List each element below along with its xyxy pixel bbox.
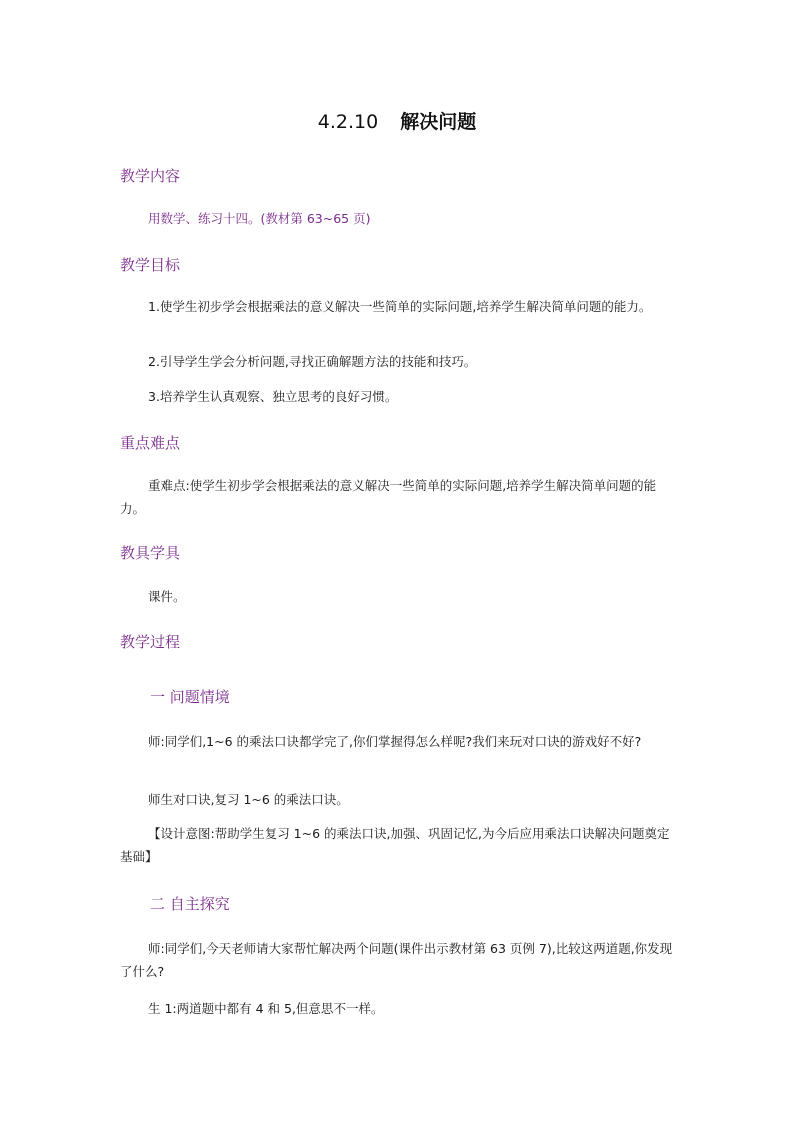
design-intent-note: 【设计意图:帮助学生复习 1~6 的乘法口诀,加强、巩固记忆,为今后应用乘法口诀解决问题奠定基础】 [120,826,670,864]
page-title [0,107,794,134]
content-text: 用数学、练习十四。(教材第 63~65 页) [148,211,371,226]
lesson-number: 4.2.10 [317,111,379,133]
tools-text: 课件。 [148,589,186,604]
paragraph: 师生对口诀,复习 1~6 的乘法口诀。 [148,792,349,807]
paragraph: 师:同学们,今天老师请大家帮忙解决两个问题(课件出示教材第 63 页例 7),比较这两道题,你发现了什么? [120,941,673,979]
goal-item-2: 2.引导学生学会分析问题,寻找正确解题方法的技能和技巧。 [148,354,477,369]
subheading-self-exploration: 二 自主探究 [150,895,230,913]
paragraph: 师:同学们,1~6 的乘法口诀都学完了,你们掌握得怎么样呢?我们来玩对口诀的游戏好不好? [148,734,642,749]
heading-key-points: 重点难点 [120,434,181,452]
paragraph: 生 1:两道题中都有 4 和 5,但意思不一样。 [148,1001,384,1016]
heading-process: 教学过程 [120,633,181,651]
lesson-title: 解决问题 [400,111,477,133]
goal-item-1: 1.使学生初步学会根据乘法的意义解决一些简单的实际问题,培养学生解决简单问题的能力。 [148,299,652,314]
heading-content: 教学内容 [120,167,181,185]
heading-goals: 教学目标 [120,256,181,274]
key-points-text: 重难点:使学生初步学会根据乘法的意义解决一些简单的实际问题,培养学生解决简单问题的能力。 [120,478,657,516]
subheading-problem-situation: 一 问题情境 [150,688,230,706]
heading-tools: 教具学具 [120,544,181,562]
goal-item-3: 3.培养学生认真观察、独立思考的良好习惯。 [148,389,398,404]
